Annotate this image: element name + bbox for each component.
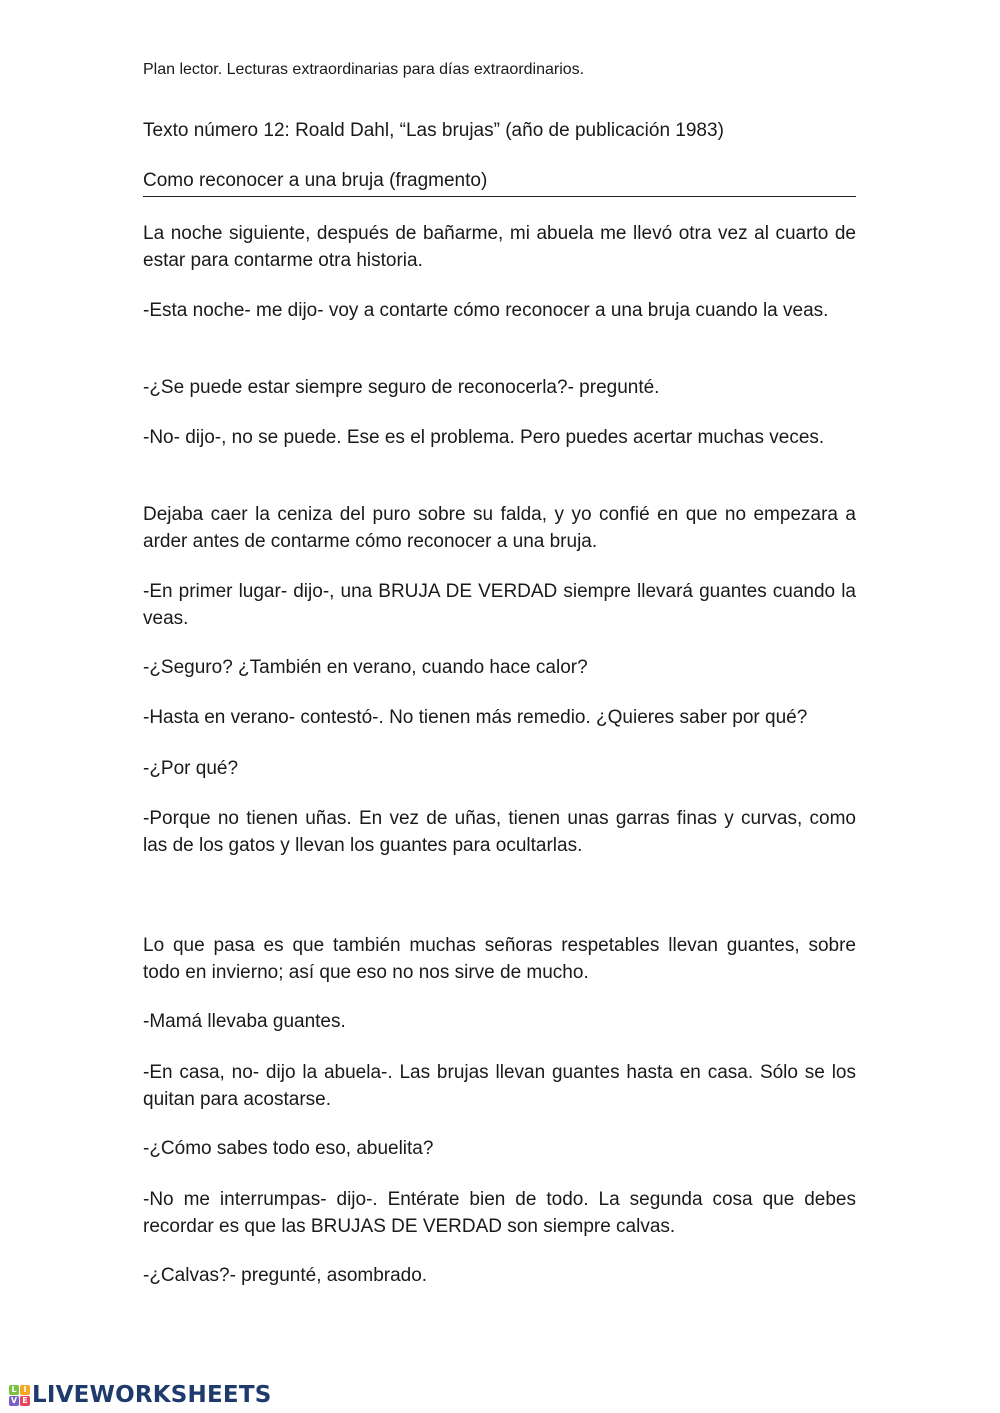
paragraph: Lo que pasa es que también muchas señoras respetables llevan guantes, sobre todo en invierno; así que eso no nos sirve de mucho.	[143, 935, 856, 983]
paragraph: -Mamá llevaba guantes.	[143, 1011, 346, 1032]
paragraph: -No me interrumpas- dijo-. Entérate bien de todo. La segunda cosa que debes recordar es que las BRUJAS DE VERDAD son siempre calvas.	[143, 1189, 856, 1237]
paragraph: -Porque no tienen uñas. En vez de uñas, tienen unas garras finas y curvas, como las de los gatos y llevan los guantes para ocultarlas.	[143, 808, 856, 856]
liveworksheets-logo-icon	[9, 1385, 30, 1406]
text-number-line: Texto número 12: Roald Dahl, “Las brujas” (año de publicación 1983)	[143, 120, 724, 141]
plan-lector-line: Plan lector. Lecturas extraordinarias para días extraordinarios.	[143, 61, 585, 78]
section-title: Como reconocer a una bruja (fragmento)	[143, 170, 488, 191]
logo-wordmark: LIVEWORKSHEETS	[32, 1382, 272, 1408]
paragraph: -No- dijo-, no se puede. Ese es el problema. Pero puedes acertar muchas veces.	[143, 427, 825, 448]
paragraph: Dejaba caer la ceniza del puro sobre su falda, y yo confié en que no empezara a arder antes de contarme cómo reconocer a una bruja.	[143, 504, 856, 552]
logo-letter-v: V	[10, 1395, 18, 1405]
paragraph: -Esta noche- me dijo- voy a contarte cómo reconocer a una bruja cuando la veas.	[143, 300, 829, 321]
paragraph: -En casa, no- dijo la abuela-. Las brujas llevan guantes hasta en casa. Sólo se los quitan para acostarse.	[143, 1062, 856, 1110]
paragraph: -¿Seguro? ¿También en verano, cuando hace calor?	[143, 657, 588, 678]
paragraph: -¿Por qué?	[143, 758, 239, 779]
logo-letter-l: L	[9, 1385, 19, 1395]
paragraph: -¿Cómo sabes todo eso, abuelita?	[143, 1138, 434, 1159]
paragraph: -¿Se puede estar siempre seguro de reconocerla?- pregunté.	[143, 377, 660, 398]
paragraph: La noche siguiente, después de bañarme, mi abuela me llevó otra vez al cuarto de estar para contarme otra historia.	[143, 223, 856, 271]
paragraph: -¿Calvas?- pregunté, asombrado.	[143, 1265, 428, 1286]
paragraph: -Hasta en verano- contestó-. No tienen más remedio. ¿Quieres saber por qué?	[143, 707, 808, 728]
logo-letter-i: I	[20, 1385, 30, 1395]
paragraph: -En primer lugar- dijo-, una BRUJA DE VERDAD siempre llevará guantes cuando la veas.	[143, 581, 856, 629]
logo-letter-e: E	[20, 1396, 30, 1406]
title-underline-divider	[143, 196, 856, 197]
liveworksheets-logo[interactable]	[9, 1383, 271, 1407]
